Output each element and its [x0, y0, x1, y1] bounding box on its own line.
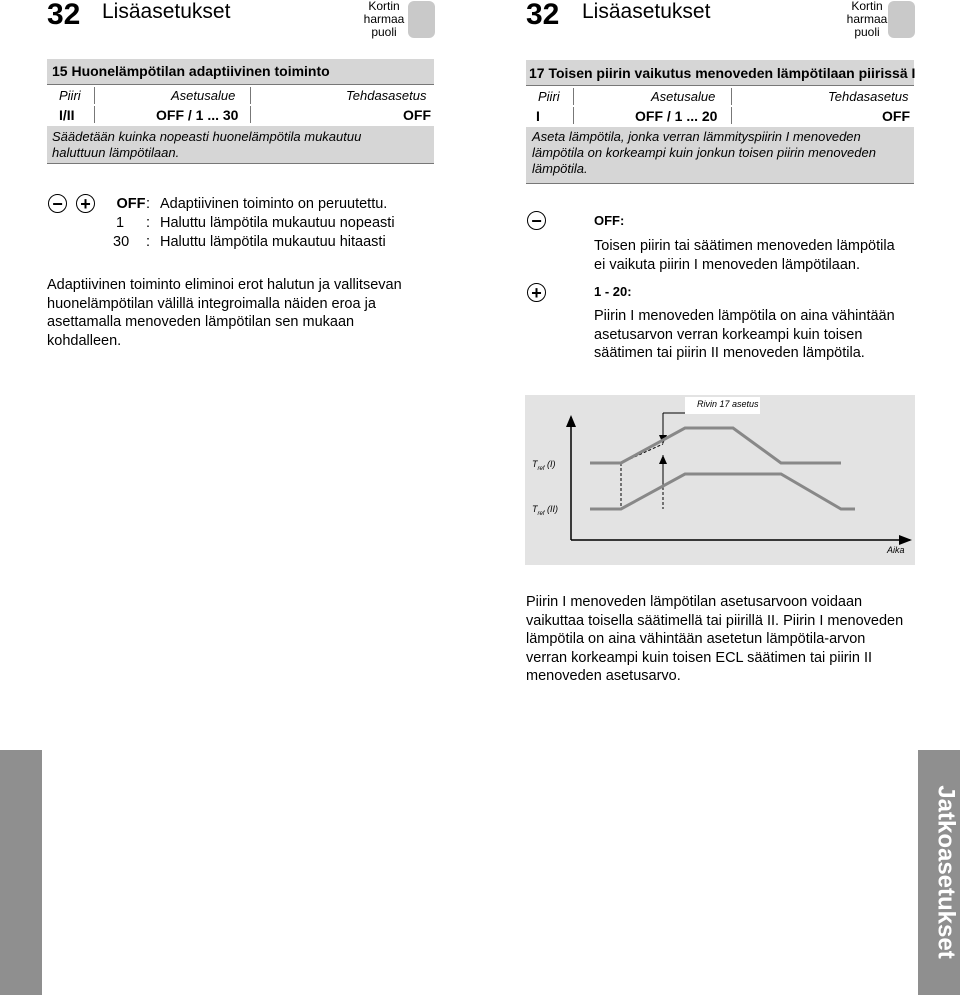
- left-paragraph: [47, 276, 402, 350]
- right-page-number: 32: [526, 0, 560, 31]
- right-value-circuit: I: [536, 108, 540, 124]
- divider: [731, 107, 732, 124]
- divider: [94, 106, 95, 123]
- option-line: Toisen piirin tai säätimen menoveden lämpötila: [594, 238, 895, 254]
- paragraph-line: Piirin I menoveden lämpötilan asetusarvoon voidaan: [526, 594, 863, 610]
- paragraph-line: menoveden asetusarvo.: [526, 668, 681, 684]
- plus-button-icon: +: [527, 283, 546, 302]
- divider: [47, 84, 434, 85]
- description-line: Aseta lämpötila, jonka verran lämmityspiirin I menoveden: [532, 129, 861, 144]
- description-line: lämpötila on korkeampi kuin jonkun toisen piirin menoveden: [532, 145, 876, 160]
- divider: [573, 88, 574, 105]
- minus-button-icon: −: [527, 211, 546, 230]
- option-text: Adaptiivinen toiminto on peruutettu.: [160, 196, 388, 212]
- chart-tref-ii-label: [532, 504, 558, 517]
- minus-button-icon: −: [48, 194, 67, 213]
- left-setting-title: 15 Huonelämpötilan adaptiivinen toiminto: [52, 63, 330, 79]
- divider: [47, 163, 434, 164]
- left-kortin-label: [360, 0, 408, 39]
- t-suffix: (I): [544, 459, 556, 469]
- left-page-number: 32: [47, 0, 81, 31]
- kortin-line: puoli: [854, 25, 880, 39]
- t-suffix: (II): [544, 504, 559, 514]
- left-grey-tab: [408, 1, 435, 38]
- option-text: Haluttu lämpötila mukautuu hitaasti: [160, 234, 386, 250]
- left-value-circuit: I/II: [59, 107, 75, 123]
- right-header-range: Asetusalue: [651, 89, 716, 104]
- kortin-line: harmaa: [846, 12, 888, 26]
- left-value-factory: OFF: [403, 107, 431, 123]
- kortin-line: puoli: [371, 25, 397, 39]
- right-paragraph: [526, 593, 903, 686]
- option-range-text: [594, 307, 895, 363]
- option-off-label: OFF:: [594, 213, 625, 228]
- option-text: Haluttu lämpötila mukautuu nopeasti: [160, 215, 395, 231]
- t-label: T: [532, 504, 538, 514]
- option-range-label: 1 - 20:: [594, 284, 632, 299]
- t-subscript: ref: [537, 510, 545, 517]
- option-key-30: 30: [113, 234, 130, 250]
- paragraph-line: verran korkeampi kuin toisen ECL säätimen tai piirin II: [526, 649, 873, 666]
- chart-tref-i-label: [532, 459, 556, 472]
- description-line: lämpötila.: [532, 161, 588, 176]
- kortin-line: Kortin: [368, 0, 400, 13]
- right-kortin-label: [843, 0, 891, 39]
- option-sep: :: [146, 215, 151, 231]
- option-key-off: OFF: [116, 196, 146, 212]
- right-description: [532, 129, 876, 177]
- description-line: haluttuun lämpötilaan.: [52, 145, 180, 160]
- option-line: säätimen tai piirin II menoveden lämpötila.: [594, 345, 865, 361]
- divider: [731, 88, 732, 105]
- option-sep: :: [146, 196, 151, 212]
- right-value-range: OFF / 1 ... 20: [635, 108, 718, 124]
- right-setting-title: 17 Toisen piirin vaikutus menoveden lämpötilaan piirissä I: [529, 65, 916, 81]
- option-off-text: [594, 237, 895, 274]
- divider: [94, 87, 95, 104]
- temperature-diagram: [525, 395, 915, 565]
- t-label: T: [532, 459, 538, 469]
- right-header-circuit: Piiri: [538, 89, 560, 104]
- chart-x-label: Aika: [887, 545, 905, 555]
- option-line: ei vaikuta piirin I menoveden lämpötilaan.: [594, 256, 860, 273]
- left-header-circuit: Piiri: [59, 88, 81, 103]
- left-side-tab: [0, 750, 42, 995]
- kortin-line: Kortin: [851, 0, 883, 13]
- t-subscript: ref: [537, 465, 545, 472]
- option-key-1: 1: [115, 215, 125, 231]
- kortin-line: harmaa: [363, 12, 405, 26]
- left-description: [52, 129, 361, 161]
- paragraph-line: huonelämpötilan välillä integroimalla näiden eroa ja: [47, 295, 376, 312]
- option-line: asetusarvon verran korkeampi kuin toisen: [594, 326, 863, 343]
- left-header-factory: Tehdasasetus: [346, 88, 427, 103]
- paragraph-line: asettamalla menoveden lämpötilan sen mukaan: [47, 314, 355, 330]
- plus-button-icon: +: [76, 194, 95, 213]
- divider: [573, 107, 574, 124]
- divider: [250, 87, 251, 104]
- paragraph-line: Adaptiivinen toiminto eliminoi erot halutun ja vallitsevan: [47, 277, 402, 293]
- left-value-range: OFF / 1 ... 30: [156, 107, 239, 123]
- paragraph-line: kohdalleen.: [47, 332, 122, 349]
- description-line: Säädetään kuinka nopeasti huonelämpötila mukautuu: [52, 129, 362, 144]
- option-line: Piirin I menoveden lämpötila on aina vähintään: [594, 308, 895, 324]
- divider: [250, 106, 251, 123]
- side-tab-label: Jatkoasetukset: [932, 785, 960, 959]
- paragraph-line: vaikuttaa toisella säätimellä tai piirillä II. Piirin I menoveden: [526, 612, 904, 629]
- left-page-title: Lisäasetukset: [102, 0, 231, 23]
- divider: [526, 183, 914, 184]
- left-header-range: Asetusalue: [171, 88, 236, 103]
- paragraph-line: lämpötila on aina vähintään asetetun lämpötila-arvon: [526, 631, 866, 647]
- right-value-factory: OFF: [882, 108, 910, 124]
- option-sep: :: [146, 234, 151, 250]
- right-grey-tab: [888, 1, 915, 38]
- right-side-tab: [918, 750, 960, 995]
- right-page-title: Lisäasetukset: [582, 0, 711, 23]
- divider: [526, 85, 914, 86]
- chart-setting-label: Rivin 17 asetus: [697, 399, 759, 409]
- right-header-factory: Tehdasasetus: [828, 89, 909, 104]
